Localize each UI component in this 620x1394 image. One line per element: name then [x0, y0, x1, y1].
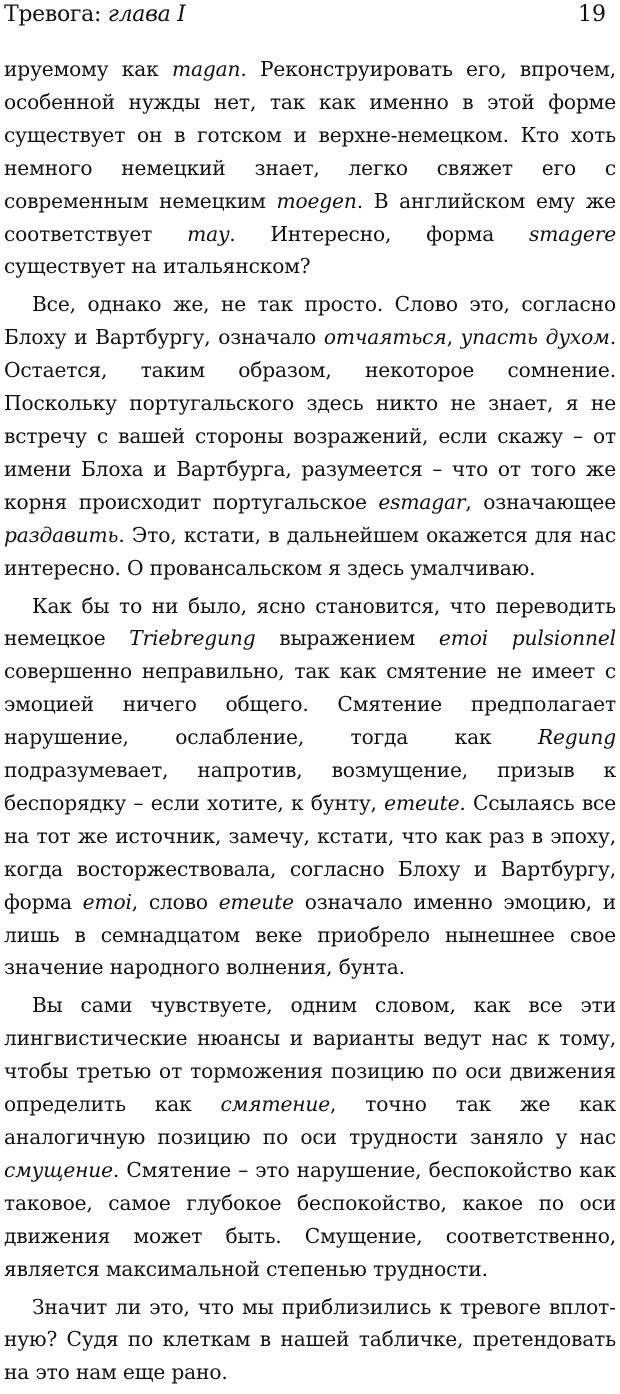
running-title — [4, 0, 186, 30]
paragraph-2: Все, однако же, не так просто. Слово это, согласно Блоху и Вартбургу, означало отчаяться, упасть духом. Остается, таким образом, некоторое сомнение. Поскольку португальского здесь никто не знает, я не встречу с вашей стороны возражений, если скажу – от имени Блоха и Вартбурга, разумеется – что от того же корня происходит португальское esmagar, означающее раздавить. Это, кстати, в дальнейшем окажется для нас интересно. О провансальском я здесь умалчиваю. — [4, 292, 616, 580]
body-text — [4, 53, 616, 1394]
running-title-prefix: Тревога: — [4, 2, 108, 27]
paragraph-1: ируемому как magan. Реконструировать его, впрочем, особенной нужды нет, так как именно в этой форме существует он в готском и верхне-немецком. Кто хоть немного немецкий знает, легко свяжет его с современным немецким moegen. В английском ему же соответствует may. Интересно, форма smagere существует на итальянском? — [4, 57, 616, 279]
page-number: 19 — [578, 2, 606, 27]
paragraph-3: Как бы то ни было, ясно становится, что переводить немецкое Triebregung выражением emoi pulsionnel совершенно неправильно, так как смятение не имеет с эмоцией ничего общего. Смятение предполагает нарушение, ослабление, тогда как Regung подразумевает, напротив, возмущение, призыв к беспорядку – если хотите, к бунту, emeute. Ссылаясь все на тот же источник, замечу, кстати, что как раз в эпоху, когда восторжествовала, согласно Блоху и Вартбургу, форма emoi, слово emeute означало именно эмоцию, и лишь в семнадцатом веке приобрело нынешнее свое значение народного волнения, бунта. — [4, 593, 617, 980]
paragraph-5: Значит ли это, что мы приблизились к тревоге вплотную? Судя по клеткам в нашей табличке, претендовать на это нам еще рано. — [4, 1294, 616, 1385]
paragraph-4: Вы сами чувствуете, одним словом, как все эти лингвистические нюансы и варианты ведут нас к тому, чтобы третью от торможения позицию по оси движения определить как смятение, точно так же как аналогичную позицию по оси трудности заняло у нас смущение. Смятение – это нарушение, беспокойство как таковое, самое глубокое беспокойство, какое по оси движения может быть. Смущение, соответственно, является максимальной степенью трудности. — [4, 993, 616, 1281]
running-header — [4, 0, 606, 32]
running-title-chapter: глава I — [107, 2, 186, 27]
